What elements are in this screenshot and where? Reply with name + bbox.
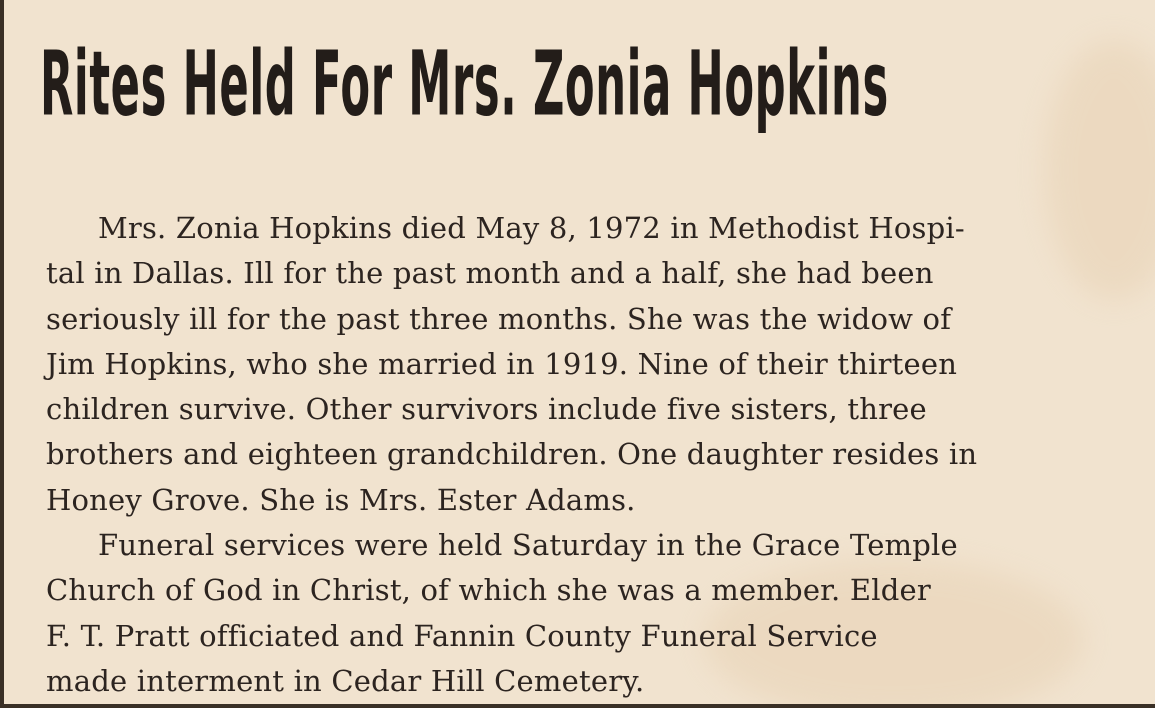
article-line: Funeral services were held Saturday in the Grace Temple — [98, 528, 958, 563]
article-line: Mrs. Zonia Hopkins died May 8, 1972 in Methodist Hospi- — [98, 211, 965, 245]
article-line: Jim Hopkins, who she married in 1919. Nine of their thirteen — [46, 346, 958, 381]
article-line: tal in Dallas. Ill for the past month and a half, she had been — [46, 256, 934, 291]
article-headline: Rites Held For Mrs. Zonia Hopkins — [40, 32, 889, 136]
article-line: seriously ill for the past three months. She was the widow of — [46, 301, 952, 336]
clipping-bottom-edge — [4, 704, 1155, 708]
article-line: Honey Grove. She is Mrs. Ester Adams. — [46, 482, 636, 517]
article-line: made interment in Cedar Hill Cemetery. — [46, 663, 645, 698]
article-line: F. T. Pratt officiated and Fannin County Funeral Service — [46, 618, 878, 653]
article-line: brothers and eighteen grandchildren. One daughter resides in — [46, 437, 978, 472]
article-body — [46, 206, 1126, 704]
article-line: Church of God in Christ, of which she was a member. Elder — [46, 573, 931, 608]
article-line: children survive. Other survivors include five sisters, three — [46, 392, 927, 427]
